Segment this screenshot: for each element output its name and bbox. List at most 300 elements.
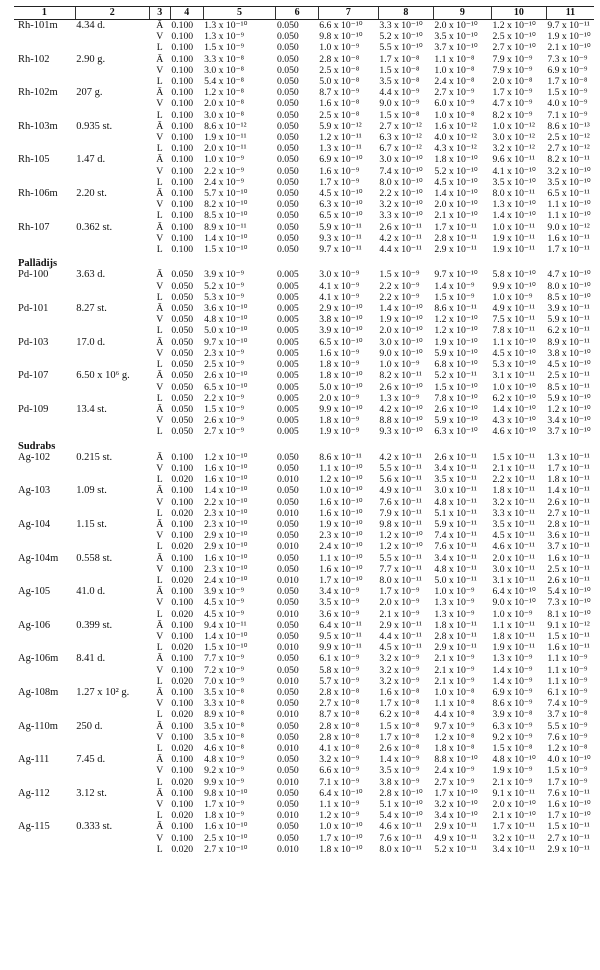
isotope-cell [14, 132, 75, 143]
value-col-7-cell: 1.9 x 10⁻¹⁰ [319, 518, 363, 530]
value-col-8-cell: 9.3 x 10⁻¹⁰ [379, 426, 423, 438]
table-row [14, 676, 594, 687]
f1-adult-cell: 0.100 [171, 686, 194, 698]
table-row [14, 154, 594, 165]
value-col-7-cell: 1.1 x 10⁻¹⁰ [319, 462, 363, 474]
f1-adult-cell: 0.020 [171, 776, 194, 788]
value-col-10-cell: 1.9 x 10⁻⁹ [492, 765, 533, 777]
value-col-11-cell: 3.5 x 10⁻¹⁰ [547, 176, 591, 188]
value-col-9-cell: 1.8 x 10⁻⁸ [434, 743, 475, 754]
half-life-cell [75, 314, 149, 325]
value-col-7-cell: 6.9 x 10⁻¹⁰ [319, 154, 363, 166]
value-col-8-cell: 3.8 x 10⁻⁹ [379, 776, 420, 788]
value-col-10-cell: 1.7 x 10⁻⁹ [492, 87, 533, 99]
f1-cell: 0.050 [276, 799, 299, 811]
table-row [14, 121, 594, 132]
value-col-10-cell: 9.9 x 10⁻¹⁰ [492, 280, 536, 292]
absorption-type-cell: V [156, 381, 164, 393]
absorption-type-cell: Ā [156, 269, 164, 281]
dose-coefficient-cell: 6.5 x 10⁻¹⁰ [204, 381, 248, 393]
f1-cell: 0.050 [276, 176, 299, 188]
value-col-8-cell: 9.0 x 10⁻¹⁰ [379, 347, 423, 359]
value-col-10-cell: 4.8 x 10⁻¹⁰ [492, 754, 536, 766]
f1-adult-cell: 0.100 [171, 731, 194, 743]
isotope-cell: Ag-115 [18, 821, 50, 833]
value-col-8-cell: 8.0 x 10⁻¹¹ [379, 574, 422, 586]
value-col-9-cell: 3.5 x 10⁻¹⁰ [434, 31, 478, 43]
value-col-9-cell: 1.7 x 10⁻¹⁰ [434, 787, 478, 799]
absorption-type-cell: V [156, 731, 164, 743]
absorption-type-cell: L [156, 843, 163, 855]
table-row [14, 732, 594, 743]
half-life-cell: 7.45 d. [76, 754, 106, 766]
f1-cell: 0.050 [276, 244, 299, 256]
value-col-11-cell: 3.6 x 10⁻¹¹ [547, 530, 590, 542]
value-col-11-cell: 7.1 x 10⁻⁹ [547, 109, 588, 121]
value-col-10-cell: 2.1 x 10⁻¹¹ [492, 462, 535, 474]
value-col-10-cell: 1.3 x 10⁻¹⁰ [492, 199, 536, 211]
value-col-7-cell: 4.5 x 10⁻¹⁰ [319, 188, 363, 200]
value-col-10-cell: 2.0 x 10⁻⁸ [492, 76, 533, 88]
half-life-cell [75, 325, 149, 336]
dose-coefficient-cell: 1.5 x 10⁻¹⁰ [204, 244, 248, 256]
f1-adult-cell: 0.100 [171, 244, 194, 256]
table-row [14, 233, 594, 244]
value-col-7-cell: 5.0 x 10⁻¹⁰ [319, 381, 363, 393]
f1-cell: 0.050 [276, 76, 299, 88]
f1-adult-cell: 0.100 [171, 143, 194, 155]
header-col-10: 10 [491, 7, 546, 20]
f1-cell: 0.050 [276, 53, 299, 65]
value-col-7-cell: 7.1 x 10⁻⁹ [319, 776, 360, 788]
dose-coefficient-cell: 4.5 x 10⁻⁹ [204, 608, 245, 620]
dose-coefficient-cell: 2.4 x 10⁻⁹ [204, 176, 245, 188]
dose-coefficient-cell: 2.5 x 10⁻¹⁰ [204, 832, 248, 844]
f1-cell: 0.050 [276, 31, 299, 43]
value-col-11-cell: 1.7 x 10⁻⁸ [547, 76, 588, 88]
half-life-cell [75, 348, 149, 359]
f1-cell: 0.005 [276, 336, 299, 348]
value-col-9-cell: 5.1 x 10⁻¹¹ [434, 507, 477, 519]
isotope-cell: Rh-107 [18, 221, 50, 233]
isotope-cell [14, 698, 75, 709]
value-col-8-cell: 1.5 x 10⁻⁸ [379, 109, 420, 121]
value-col-9-cell: 9.7 x 10⁻¹⁰ [434, 269, 478, 281]
value-col-7-cell: 2.0 x 10⁻⁹ [319, 392, 360, 404]
value-col-8-cell: 3.3 x 10⁻¹⁰ [379, 20, 423, 31]
half-life-cell: 0.935 st. [76, 120, 113, 132]
value-col-9-cell: 5.2 x 10⁻¹¹ [434, 370, 477, 382]
isotope-cell: Ag-108m [18, 686, 59, 698]
half-life-cell [75, 415, 149, 426]
table-row [14, 788, 594, 799]
value-col-7-cell: 1.6 x 10⁻¹⁰ [319, 496, 363, 508]
f1-adult-cell: 0.100 [171, 20, 194, 31]
half-life-cell [75, 382, 149, 393]
table-row [14, 382, 594, 393]
f1-cell: 0.010 [276, 843, 299, 855]
value-col-9-cell: 1.1 x 10⁻⁸ [434, 53, 475, 65]
f1-adult-cell: 0.100 [171, 552, 194, 564]
value-col-8-cell: 7.9 x 10⁻¹¹ [379, 507, 422, 519]
isotope-cell [14, 199, 75, 210]
isotope-cell [14, 631, 75, 642]
dose-coefficient-cell: 9.2 x 10⁻⁹ [204, 765, 245, 777]
value-col-7-cell: 1.6 x 10⁻⁹ [319, 347, 360, 359]
table-row [14, 564, 594, 575]
dose-coefficient-cell: 2.0 x 10⁻¹¹ [204, 143, 247, 155]
header-col-11: 11 [546, 7, 594, 20]
value-col-8-cell: 4.6 x 10⁻¹¹ [379, 821, 422, 833]
value-col-7-cell: 2.5 x 10⁻⁸ [319, 109, 360, 121]
value-col-7-cell: 3.4 x 10⁻⁹ [319, 586, 360, 598]
half-life-cell [75, 732, 149, 743]
absorption-type-cell: L [156, 743, 163, 754]
dose-coefficient-cell: 1.9 x 10⁻¹¹ [204, 132, 247, 144]
value-col-11-cell: 6.1 x 10⁻⁹ [547, 686, 588, 698]
value-col-8-cell: 2.9 x 10⁻¹¹ [379, 619, 422, 631]
value-col-8-cell: 6.2 x 10⁻⁸ [379, 709, 420, 721]
value-col-7-cell: 6.6 x 10⁻¹⁰ [319, 20, 363, 31]
f1-cell: 0.050 [276, 731, 299, 743]
value-col-9-cell: 1.6 x 10⁻¹² [434, 120, 477, 132]
value-col-7-cell: 5.8 x 10⁻⁹ [319, 664, 360, 676]
dose-coefficient-cell: 3.9 x 10⁻⁹ [204, 269, 245, 281]
value-col-9-cell: 1.8 x 10⁻¹⁰ [434, 154, 478, 166]
f1-cell: 0.005 [276, 303, 299, 315]
half-life-cell [75, 508, 149, 519]
value-col-7-cell: 3.0 x 10⁻⁹ [319, 269, 360, 281]
header-col-7: 7 [318, 7, 378, 20]
isotope-cell [14, 765, 75, 776]
absorption-type-cell: V [156, 199, 164, 211]
f1-cell: 0.050 [276, 630, 299, 642]
f1-adult-cell: 0.050 [171, 280, 194, 292]
value-col-11-cell: 2.7 x 10⁻¹² [547, 143, 590, 155]
half-life-cell: 8.41 d. [76, 653, 106, 665]
isotope-cell: Ag-104 [18, 518, 51, 530]
value-col-9-cell: 1.3 x 10⁻⁹ [434, 608, 475, 620]
value-col-11-cell: 3.2 x 10⁻¹⁰ [547, 165, 591, 177]
value-col-7-cell: 1.8 x 10⁻⁹ [319, 359, 360, 371]
dose-coefficient-cell: 5.2 x 10⁻⁹ [204, 280, 245, 292]
value-col-9-cell: 1.2 x 10⁻¹⁰ [434, 314, 478, 326]
isotope-cell: Pd-107 [18, 370, 49, 382]
absorption-type-cell: Ā [156, 787, 164, 799]
absorption-type-cell: Ā [156, 154, 164, 166]
isotope-cell [14, 642, 75, 653]
isotope-cell [14, 810, 75, 821]
isotope-cell [14, 292, 75, 303]
f1-cell: 0.050 [276, 552, 299, 564]
value-col-10-cell: 2.0 x 10⁻¹⁰ [492, 799, 536, 811]
dose-coefficient-cell: 1.6 x 10⁻¹⁰ [204, 821, 248, 833]
dose-coefficient-cell: 1.2 x 10⁻⁸ [204, 87, 245, 99]
table-row [14, 508, 594, 519]
isotope-cell [14, 110, 75, 121]
f1-cell: 0.005 [276, 370, 299, 382]
f1-cell: 0.005 [276, 403, 299, 415]
value-col-8-cell: 3.0 x 10⁻¹⁰ [379, 336, 423, 348]
f1-cell: 0.050 [276, 232, 299, 244]
isotope-cell [14, 31, 75, 42]
value-col-8-cell: 4.2 x 10⁻¹¹ [379, 451, 422, 463]
value-col-8-cell: 3.2 x 10⁻⁹ [379, 675, 420, 687]
f1-cell: 0.050 [276, 653, 299, 665]
table-row [14, 530, 594, 541]
absorption-type-cell: V [156, 132, 164, 144]
dose-coefficient-cell: 1.4 x 10⁻¹⁰ [204, 630, 248, 642]
value-col-8-cell: 2.1 x 10⁻⁹ [379, 608, 420, 620]
value-col-9-cell: 2.4 x 10⁻⁸ [434, 76, 475, 88]
value-col-8-cell: 6.3 x 10⁻¹² [379, 132, 422, 144]
value-col-9-cell: 1.0 x 10⁻⁸ [434, 64, 475, 76]
absorption-type-cell: Ā [156, 451, 164, 463]
value-col-7-cell: 9.3 x 10⁻¹¹ [319, 232, 362, 244]
half-life-cell [75, 597, 149, 608]
f1-adult-cell: 0.020 [171, 709, 194, 721]
value-col-8-cell: 4.4 x 10⁻¹¹ [379, 630, 422, 642]
absorption-type-cell: Ā [156, 720, 164, 732]
value-col-8-cell: 2.0 x 10⁻¹⁰ [379, 325, 423, 337]
half-life-cell [75, 665, 149, 676]
half-life-cell: 41.0 d. [76, 586, 106, 598]
f1-adult-cell: 0.050 [171, 370, 194, 382]
f1-cell: 0.050 [276, 832, 299, 844]
value-col-9-cell: 2.0 x 10⁻¹⁰ [434, 199, 478, 211]
value-col-7-cell: 2.3 x 10⁻¹⁰ [319, 530, 363, 542]
value-col-11-cell: 1.3 x 10⁻¹¹ [547, 451, 590, 463]
value-col-11-cell: 3.7 x 10⁻⁸ [547, 709, 588, 721]
value-col-9-cell: 3.0 x 10⁻¹¹ [434, 485, 477, 497]
value-col-10-cell: 1.8 x 10⁻¹¹ [492, 630, 535, 642]
value-col-10-cell: 4.6 x 10⁻¹⁰ [492, 426, 536, 438]
value-col-9-cell: 3.4 x 10⁻¹¹ [434, 552, 477, 564]
f1-cell: 0.050 [276, 821, 299, 833]
value-col-10-cell: 7.5 x 10⁻¹¹ [492, 314, 535, 326]
f1-adult-cell: 0.020 [171, 810, 194, 822]
absorption-type-cell: L [156, 426, 163, 438]
isotope-cell [14, 833, 75, 844]
value-col-9-cell: 5.2 x 10⁻¹⁰ [434, 165, 478, 177]
half-life-cell [75, 743, 149, 754]
value-col-7-cell: 2.8 x 10⁻⁸ [319, 53, 360, 65]
absorption-type-cell: Ā [156, 754, 164, 766]
f1-cell: 0.050 [276, 210, 299, 222]
value-col-9-cell: 2.8 x 10⁻¹¹ [434, 630, 477, 642]
value-col-9-cell: 1.2 x 10⁻¹⁰ [434, 325, 478, 337]
value-col-10-cell: 1.4 x 10⁻⁹ [492, 664, 533, 676]
absorption-type-cell: Ā [156, 221, 164, 233]
value-col-8-cell: 5.5 x 10⁻¹¹ [379, 552, 422, 564]
value-col-10-cell: 1.0 x 10⁻⁹ [492, 291, 533, 303]
section-header-row [14, 438, 594, 452]
isotope-cell: Rh-106m [18, 188, 58, 200]
value-col-11-cell: 4.0 x 10⁻¹⁰ [547, 754, 591, 766]
f1-adult-cell: 0.100 [171, 799, 194, 811]
f1-cell: 0.010 [276, 810, 299, 822]
absorption-type-cell: V [156, 165, 164, 177]
f1-cell: 0.005 [276, 347, 299, 359]
table-row [14, 31, 594, 42]
table-row [14, 110, 594, 121]
table-row [14, 325, 594, 336]
absorption-type-cell: L [156, 392, 163, 404]
value-col-10-cell: 1.1 x 10⁻¹¹ [492, 619, 535, 631]
table-row [14, 463, 594, 474]
f1-cell: 0.050 [276, 462, 299, 474]
value-col-9-cell: 2.0 x 10⁻¹⁰ [434, 20, 478, 31]
value-col-9-cell: 2.7 x 10⁻⁹ [434, 87, 475, 99]
table-body [14, 20, 594, 856]
value-col-8-cell: 7.6 x 10⁻¹¹ [379, 496, 422, 508]
header-col-5: 5 [203, 7, 276, 20]
dose-coefficient-cell: 3.5 x 10⁻⁸ [204, 686, 245, 698]
isotope-cell [14, 359, 75, 370]
f1-adult-cell: 0.050 [171, 269, 194, 281]
value-col-11-cell: 9.7 x 10⁻¹¹ [547, 20, 590, 31]
half-life-cell [75, 177, 149, 188]
value-col-9-cell: 2.1 x 10⁻⁹ [434, 675, 475, 687]
half-life-cell [75, 631, 149, 642]
value-col-8-cell: 2.7 x 10⁻¹² [379, 120, 422, 132]
value-col-8-cell: 2.2 x 10⁻⁹ [379, 291, 420, 303]
f1-adult-cell: 0.100 [171, 630, 194, 642]
half-life-cell [75, 65, 149, 76]
dose-coefficient-cell: 2.7 x 10⁻¹⁰ [204, 843, 248, 855]
value-col-7-cell: 1.2 x 10⁻¹¹ [319, 132, 362, 144]
isotope-cell [14, 177, 75, 188]
f1-adult-cell: 0.050 [171, 392, 194, 404]
f1-adult-cell: 0.100 [171, 132, 194, 144]
half-life-cell [75, 609, 149, 620]
value-col-8-cell: 1.4 x 10⁻⁹ [379, 754, 420, 766]
half-life-cell [75, 166, 149, 177]
value-col-9-cell: 2.4 x 10⁻⁹ [434, 765, 475, 777]
header-col-8: 8 [378, 7, 433, 20]
value-col-8-cell: 4.5 x 10⁻¹¹ [379, 642, 422, 654]
value-col-10-cell: 1.9 x 10⁻¹¹ [492, 244, 535, 256]
table-row [14, 620, 594, 631]
value-col-11-cell: 1.6 x 10⁻¹¹ [547, 232, 590, 244]
half-life-cell [75, 199, 149, 210]
section-title: Sudrabs [18, 440, 56, 452]
value-col-11-cell: 1.1 x 10⁻⁹ [547, 653, 588, 665]
f1-adult-cell: 0.020 [171, 574, 194, 586]
value-col-8-cell: 5.4 x 10⁻¹⁰ [379, 810, 423, 822]
dose-coefficient-cell: 2.3 x 10⁻⁹ [204, 347, 245, 359]
value-col-7-cell: 9.7 x 10⁻¹¹ [319, 244, 362, 256]
f1-cell: 0.005 [276, 325, 299, 337]
f1-cell: 0.050 [276, 20, 299, 31]
value-col-9-cell: 1.5 x 10⁻⁹ [434, 291, 475, 303]
dose-coefficient-cell: 8.2 x 10⁻¹⁰ [204, 199, 248, 211]
f1-adult-cell: 0.050 [171, 347, 194, 359]
value-col-11-cell: 5.9 x 10⁻¹¹ [547, 314, 590, 326]
isotope-cell [14, 98, 75, 109]
value-col-11-cell: 9.1 x 10⁻¹² [547, 619, 590, 631]
f1-adult-cell: 0.100 [171, 451, 194, 463]
value-col-11-cell: 1.7 x 10⁻¹¹ [547, 462, 590, 474]
half-life-cell: 1.47 d. [76, 154, 106, 166]
half-life-cell: 6.50 x 10⁶ g. [76, 370, 130, 382]
f1-adult-cell: 0.100 [171, 787, 194, 799]
table-row [14, 497, 594, 508]
value-col-11-cell: 2.1 x 10⁻¹⁰ [547, 42, 591, 54]
f1-cell: 0.050 [276, 143, 299, 155]
value-col-11-cell: 4.5 x 10⁻¹⁰ [547, 359, 591, 371]
value-col-9-cell: 4.3 x 10⁻¹² [434, 143, 477, 155]
f1-cell: 0.050 [276, 765, 299, 777]
value-col-8-cell: 2.8 x 10⁻¹⁰ [379, 787, 423, 799]
value-col-11-cell: 4.0 x 10⁻⁹ [547, 98, 588, 110]
value-col-9-cell: 2.6 x 10⁻¹⁰ [434, 403, 478, 415]
absorption-type-cell: Ā [156, 518, 164, 530]
value-col-10-cell: 6.9 x 10⁻⁹ [492, 686, 533, 698]
value-col-10-cell: 2.2 x 10⁻¹¹ [492, 474, 535, 486]
half-life-cell [75, 765, 149, 776]
table-row [14, 98, 594, 109]
value-col-11-cell: 1.7 x 10⁻⁹ [547, 776, 588, 788]
half-life-cell: 250 d. [76, 720, 103, 732]
value-col-9-cell: 1.0 x 10⁻⁸ [434, 686, 475, 698]
isotope-cell [14, 281, 75, 292]
dose-coefficient-cell: 3.0 x 10⁻⁸ [204, 64, 245, 76]
absorption-type-cell: Ā [156, 336, 164, 348]
absorption-type-cell: V [156, 314, 164, 326]
dose-coefficient-cell: 3.0 x 10⁻⁸ [204, 109, 245, 121]
f1-adult-cell: 0.100 [171, 76, 194, 88]
absorption-type-cell: L [156, 42, 163, 54]
value-col-7-cell: 6.3 x 10⁻¹⁰ [319, 199, 363, 211]
value-col-7-cell: 6.1 x 10⁻⁹ [319, 653, 360, 665]
f1-adult-cell: 0.050 [171, 415, 194, 427]
isotope-cell [14, 210, 75, 221]
value-col-8-cell: 8.2 x 10⁻¹¹ [379, 370, 422, 382]
dose-coefficient-cell: 3.5 x 10⁻⁸ [204, 720, 245, 732]
isotope-cell [14, 497, 75, 508]
value-col-10-cell: 3.1 x 10⁻¹¹ [492, 370, 535, 382]
value-col-8-cell: 2.2 x 10⁻⁹ [379, 280, 420, 292]
table-row [14, 143, 594, 154]
value-col-7-cell: 1.6 x 10⁻⁸ [319, 98, 360, 110]
isotope-cell [14, 799, 75, 810]
value-col-7-cell: 1.6 x 10⁻¹⁰ [319, 563, 363, 575]
absorption-type-cell: Ā [156, 403, 164, 415]
dose-coefficient-cell: 8.9 x 10⁻¹¹ [204, 221, 247, 233]
value-col-7-cell: 9.5 x 10⁻¹¹ [319, 630, 362, 642]
half-life-cell: 1.15 st. [76, 518, 107, 530]
value-col-10-cell: 9.2 x 10⁻⁹ [492, 731, 533, 743]
value-col-9-cell: 4.9 x 10⁻¹¹ [434, 832, 477, 844]
table-row [14, 132, 594, 143]
value-col-10-cell: 2.5 x 10⁻¹⁰ [492, 31, 536, 43]
absorption-type-cell: Ā [156, 120, 164, 132]
table-row [14, 597, 594, 608]
value-col-9-cell: 2.9 x 10⁻¹¹ [434, 642, 477, 654]
value-col-9-cell: 4.0 x 10⁻¹² [434, 132, 477, 144]
value-col-8-cell: 1.2 x 10⁻¹⁰ [379, 530, 423, 542]
value-col-8-cell: 5.5 x 10⁻¹⁰ [379, 42, 423, 54]
value-col-9-cell: 5.9 x 10⁻¹⁰ [434, 415, 478, 427]
value-col-9-cell: 2.8 x 10⁻¹¹ [434, 232, 477, 244]
table-row [14, 721, 594, 732]
value-col-11-cell: 8.2 x 10⁻¹¹ [547, 154, 590, 166]
f1-cell: 0.050 [276, 485, 299, 497]
value-col-11-cell: 5.4 x 10⁻¹⁰ [547, 586, 591, 598]
table-row [14, 222, 594, 233]
f1-adult-cell: 0.100 [171, 653, 194, 665]
